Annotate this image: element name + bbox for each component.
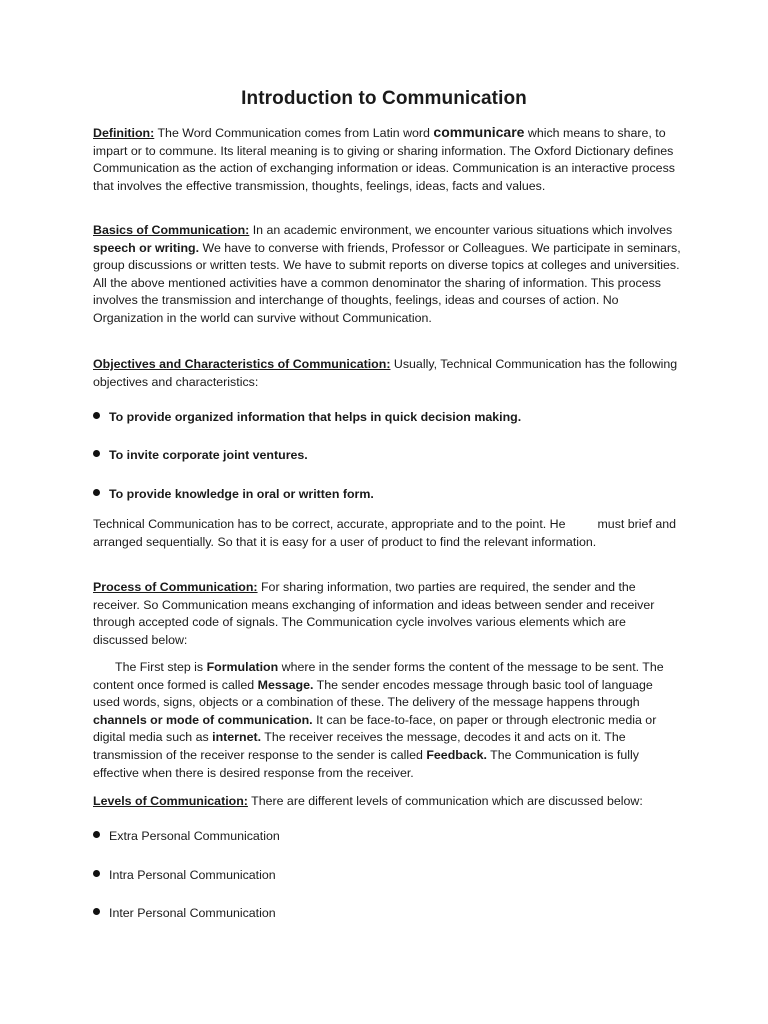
cycle-text-3: where in the sender forms the content of the message to be sent. The content once formed is called [93, 660, 664, 692]
objectives-paragraph [93, 356, 683, 391]
level-item: Extra Personal Communication [93, 828, 683, 845]
bullet-icon [93, 489, 100, 496]
definition-text-5: defines Communication as the action of exchanging information or ideas. Communication is an interactive process that involves the effective transmission, thoughts, feelings, ideas, facts and values. [93, 143, 675, 193]
definition-text-3: Its literal meaning is to giving or sharing information. [216, 143, 510, 158]
levels-heading: Levels of Communication: [93, 794, 248, 808]
objective-item: To provide organized information that helps in quick decision making. [93, 409, 683, 426]
definition-text-2: which means to share, to impart or to commune. [93, 126, 666, 158]
cycle-text-1: The First step is [115, 660, 207, 674]
page-title: Introduction to Communication [241, 88, 527, 109]
cycle-text-2: Formulation [206, 660, 279, 674]
technical-paragraph [93, 516, 683, 551]
level-item: Inter Personal Communication [93, 905, 683, 922]
bullet-icon [93, 831, 100, 838]
cycle-paragraph [93, 659, 683, 782]
definition-heading: Definition: [93, 126, 155, 140]
basics-heading: Basics of Communication: [93, 223, 250, 237]
basics-text-2: speech or writing. [93, 240, 200, 255]
definition-text-4: The Oxford Dictionary [509, 143, 630, 158]
definition-word: communicare [433, 124, 525, 140]
process-text-3: The Communication cycle involves various elements which are discussed below: [93, 615, 626, 647]
cycle-text-6: channels or mode of communication. [93, 712, 313, 727]
bullet-icon [93, 412, 100, 419]
cycle-text-9: The receiver receives the message, decodes it and acts on it. The transmission of the receiver response to the sender is called [93, 730, 626, 762]
objectives-heading: Objectives and Characteristics of Communication: [93, 357, 391, 371]
technical-text-1: Technical Communication has to be correct, accurate, appropriate and to the point. He [93, 517, 566, 531]
cycle-text-7: It can be face-to-face, on paper or through electronic media or digital media such as [93, 712, 657, 745]
cycle-text-8: internet. [212, 730, 262, 745]
definition-paragraph [93, 124, 683, 195]
bullet-icon [93, 450, 100, 457]
bullet-icon [93, 908, 100, 915]
basics-text-4: All the above mentioned activities have a common denominator the sharing of information. [93, 275, 588, 290]
basics-paragraph [93, 222, 683, 328]
process-text-1: For sharing information, two parties are required, the sender and the receiver. [93, 580, 636, 612]
bullet-icon [93, 870, 100, 877]
definition-text-1: The Word Communication comes from Latin word [154, 126, 434, 140]
basics-text-1: In an academic environment, we encounter various situations which involves [249, 223, 673, 237]
basics-text-5: This process involves the transmission and interchange of thoughts, feelings, ideas and courses of action. No Organization in the world can survive without Communication. [93, 275, 661, 325]
objective-item: To invite corporate joint ventures. [93, 447, 683, 464]
process-heading: Process of Communication: [93, 580, 258, 594]
levels-text: There are different levels of communication which are discussed below: [247, 794, 643, 808]
objective-item: To provide knowledge in oral or written form. [93, 486, 683, 503]
cycle-text-4: Message. [257, 677, 314, 692]
levels-paragraph [93, 793, 683, 811]
process-paragraph [93, 579, 683, 649]
basics-text-3: We have to converse with friends, Professor or Colleagues. We participate in seminars, group discussions or written tests. We have to submit reports on diverse topics at colleges and universities. [93, 240, 681, 273]
process-text-2: So Communication means exchanging of information and ideas between sender and receiver through accepted code of signals. [93, 597, 655, 630]
cycle-text-11: The Communication is fully effective when there is desired response from the receiver. [93, 747, 639, 780]
technical-text-2: must brief and arranged sequentially. So that it is easy for a user of product to find the relevant information. [93, 517, 676, 549]
objectives-text: Usually, Technical Communication has the following objectives and characteristics: [93, 357, 678, 389]
cycle-text-10: Feedback. [426, 747, 487, 762]
level-item: Intra Personal Communication [93, 867, 683, 884]
cycle-text-5: The sender encodes message through basic tool of language used words, signs, objects or a combination of these. The delivery of the message happens through [93, 677, 653, 710]
